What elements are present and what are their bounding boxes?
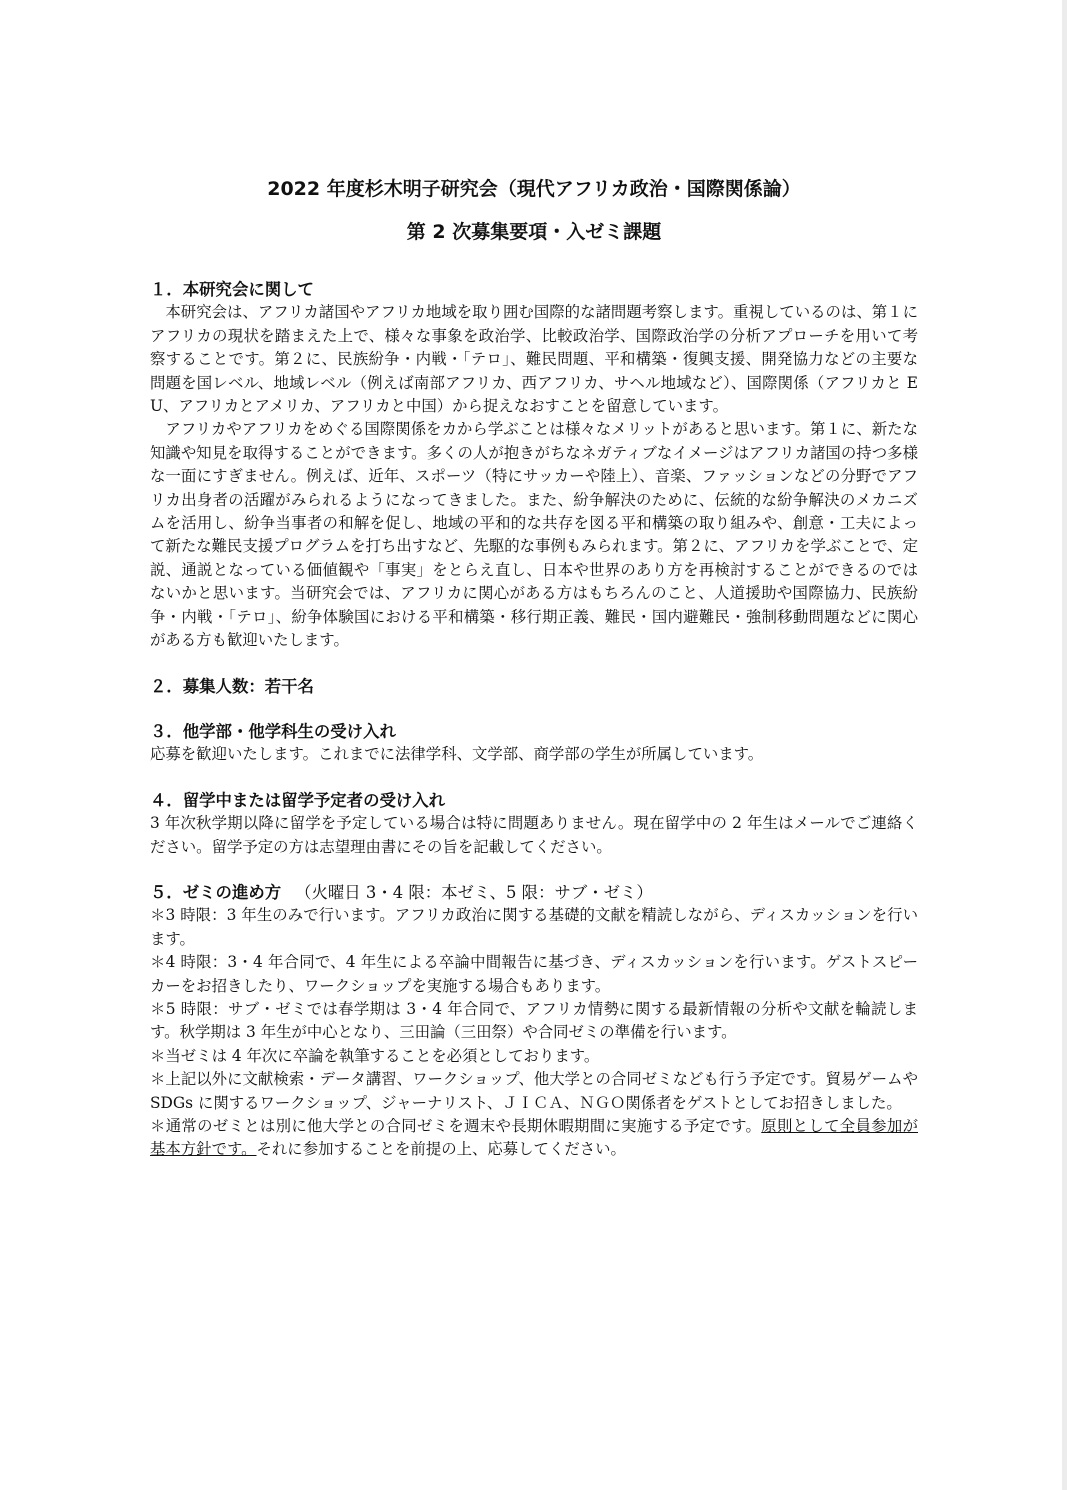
about-paragraph-1: 本研究会は、アフリカ諸国やアフリカ地域を取り囲む国際的な諸問題考察します。重視しているのは、第１にアフリカの現状を踏まえた上で、様々な事象を政治学、比較政治学、国際政治学の分析アプローチを用いて考察することです。第２に、民族紛争・内戦・「テロ」、難民問題、平和構築・復興支援、開発協力などの主要な問題を国レベル、地域レベル（例えば南部アフリカ、西アフリカ、サヘル地域など）、国際関係（アフリカと EU、アフリカとアメリカ、アフリカと中国）から捉えなおすことを留意しています。 (150, 303, 918, 416)
document-title: 2022 年度杉木明子研究会（現代アフリカ政治・国際関係論） (267, 178, 801, 200)
seminar-item-period5: ＊5 時限：サブ・ゼミでは春学期は 3・4 年合同で、アフリカ情勢に関する最新情報の分析や文献を輪読します。秋学期は 3 年生が中心となり、三田論（三田祭）や合同ゼミの準備を行います。 (150, 999, 918, 1042)
section-recruit-count (150, 675, 918, 698)
section-seminar-format (150, 881, 918, 1162)
document-content (150, 176, 918, 1184)
section-study-abroad (150, 789, 918, 859)
seminar-schedule-note: （火曜日 3・4 限：本ゼミ、5 限：サブ・ゼミ） (295, 882, 653, 902)
section-other-faculty (150, 720, 918, 767)
scrollbar-track[interactable] (1062, 0, 1067, 1490)
section-heading-about: １．本研究会に関して (150, 280, 314, 299)
study-abroad-body: 3 年次秋学期以降に留学を予定している場合は特に問題ありません。現在留学中の 2 年生はメールでご連絡ください。留学予定の方は志望理由書にその旨を記載してください。 (150, 814, 918, 856)
seminar-item-period3: ＊3 時限：3 年生のみで行います。アフリカ政治に関する基礎的文献を精読しながら、ディスカッションを行います。 (150, 906, 918, 948)
seminar-item-period4: ＊4 時限：3・4 年合同で、4 年生による卒論中間報告に基づき、ディスカッションを行います。ゲストスピーカーをお招きしたり、ワークショップを実施する場合もあります。 (150, 953, 918, 995)
seminar-item-joint-seminar (150, 1115, 918, 1162)
joint-seminar-text-before: ＊通常のゼミとは別に他大学との合同ゼミを週末や長期休暇期間に実施する予定です。 (150, 1117, 762, 1135)
section-about (150, 278, 918, 653)
section-heading-recruit-count: ２．募集人数：若干名 (150, 676, 314, 696)
joint-seminar-underlined-policy: 原則として全員参加が基本方針です。 (150, 1117, 918, 1159)
seminar-item-thesis: ＊当ゼミは 4 年次に卒論を執筆することを必須としております。 (150, 1046, 600, 1065)
section-heading-seminar-format (150, 881, 918, 904)
seminar-format-title: ５．ゼミの進め方 (150, 882, 282, 902)
document-subtitle: 第 2 次募集要項・入ゼミ課題 (406, 221, 662, 243)
other-faculty-body: 応募を歓迎いたします。これまでに法律学科、文学部、商学部の学生が所属しています。 (150, 745, 764, 764)
about-paragraph-2: アフリカやアフリカをめぐる国際関係をカから学ぶことは様々なメリットがあると思います。第１に、新たな知識や知見を取得することができます。多くの人が抱きがちなネガティブなイメージはアフリカ諸国の持つ多様な一面にすぎません。例えば、近年、スポーツ（特にサッカーや陸上）、音楽、ファッションなどの分野でアフリカ出身者の活躍がみられるようになってきました。また、紛争解決のために、伝統的な紛争解決のメカニズムを活用し、紛争当事者の和解を促し、地域の平和的な共存を図る平和構築の取り組みや、創意・工夫によって新たな難民支援プログラムを打ち出すなど、先駆的な事例もみられます。第２に、アフリカを学ぶことで、定説、通説となっている価値観や「事実」をとらえ直し、日本や世界のあり方を再検討することができるのではないかと思います。当研究会では、アフリカに関心がある方はもちろんのこと、人道援助や国際協力、民族紛争・内戦・「テロ」、紛争体験国における平和構築・移行期正義、難民・国内避難民・強制移動問題などに関心がある方も歓迎いたします。 (150, 420, 918, 650)
section-heading-study-abroad: ４．留学中または留学予定者の受け入れ (150, 790, 446, 810)
seminar-item-activities: ＊上記以外に文献検索・データ講習、ワークショップ、他大学との合同ゼミなども行う予定です。貿易ゲームや SDGs に関するワークショップ、ジャーナリスト、ＪＩＣＡ、ＮＧＯ関係者をゲストとしてお招きしました。 (150, 1070, 918, 1112)
section-heading-other-faculty: ３．他学部・他学科生の受け入れ (150, 721, 396, 741)
joint-seminar-text-after: それに参加することを前提の上、応募してください。 (256, 1140, 626, 1159)
